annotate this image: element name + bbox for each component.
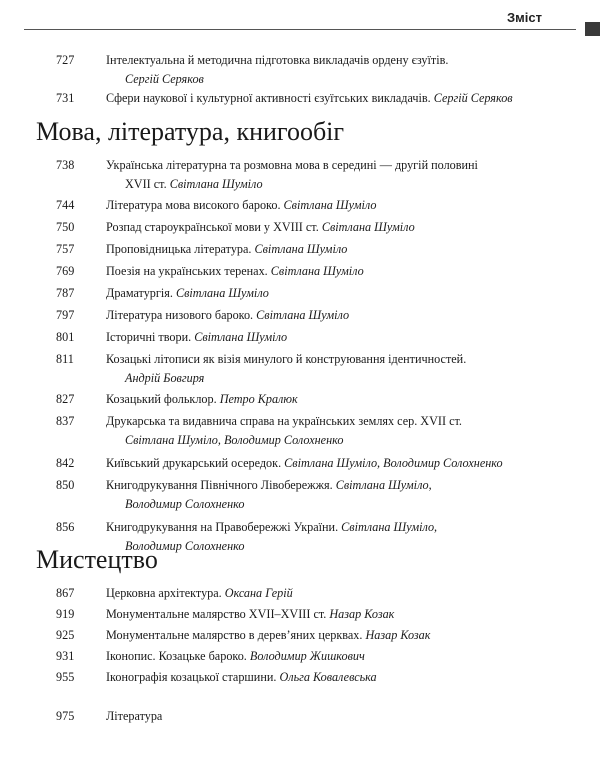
page-number: 797 [56,308,75,322]
toc-group-final [0,707,600,726]
header-accent-block [585,22,600,36]
toc-entry [0,306,600,328]
page-number: 827 [56,392,75,406]
toc-entry [0,156,600,194]
page-number: 731 [56,91,75,105]
toc-entry [0,454,600,476]
entry-title: Розпад староукраїнської мови у XVIII ст. [106,220,319,234]
page-number: 750 [56,220,75,234]
entry-author: Сергій Серяков [125,72,204,86]
entry-title: Друкарська та видавнича справа на українських землях сер. XVII ст. [106,414,462,428]
entry-title: Козацькі літописи як візія минулого й конструювання ідентичностей. [106,352,467,366]
page-number: 925 [56,628,75,642]
page-number: 757 [56,242,75,256]
page-number: 955 [56,670,75,684]
page-number: 738 [56,158,75,172]
toc-entry [0,707,600,726]
toc-entry [0,262,600,284]
entry-title: Драматургія. [106,286,173,300]
toc-entry [0,196,600,218]
entry-author: Сергій Серяков [433,91,513,105]
section-heading: Мистецтво [36,545,158,574]
page-number: 842 [56,456,75,470]
toc-entry [0,647,600,668]
page-number: 837 [56,414,75,428]
toc-entry [0,51,600,89]
running-head-title: Зміст [507,10,542,25]
entry-author: Світлана Шуміло [175,286,269,300]
section-heading: Мова, література, книгообіг [36,117,345,146]
toc-entry [0,476,600,514]
entry-title: Книгодрукування Північного Лівобережжя. [106,478,333,492]
page-number: 931 [56,649,75,663]
entry-author: Світлана Шуміло, [335,478,432,492]
page-number: 787 [56,286,75,300]
page-number: 744 [56,198,75,212]
page-number: 975 [56,709,75,723]
toc-entry [0,668,600,689]
entry-title: Іконопис. Козацьке бароко. [106,649,247,663]
entry-author: Світлана Шуміло, Володимир Солохненко [125,433,344,447]
entry-title: Іконографія козацької старшини. [106,670,277,684]
toc-entry [0,218,600,240]
entry-title: Інтелектуальна й методична підготовка викладачів ордену єзуїтів. [106,53,449,67]
entry-author: Назар Козак [329,607,395,621]
page-number: 850 [56,478,75,492]
page-number: 919 [56,607,75,621]
toc-entry [0,626,600,647]
entry-title: Козацький фольклор. [106,392,217,406]
entry-author: Петро Кралюк [219,392,298,406]
entry-author: Оксана Герій [224,586,293,600]
page-number: 867 [56,586,75,600]
page-number: 856 [56,520,75,534]
header-rule [24,29,576,30]
entry-author: Світлана Шуміло, [341,520,438,534]
entry-author: Світлана Шуміло [283,198,377,212]
entry-title: Література [106,709,163,723]
entry-title: Література мова високого бароко. [106,198,281,212]
entry-title: Книгодрукування на Правобережжі України. [106,520,339,534]
entry-title: Проповідницька література. [106,242,252,256]
entry-author: Андрій Бовгиря [125,371,205,385]
toc-group-1 [0,51,600,108]
entry-author: Світлана Шуміло [321,220,415,234]
entry-author: Володимир Жишкович [249,649,365,663]
entry-title: Українська літературна та розмовна мова в середині — другій половині [106,158,478,172]
toc-entry [0,240,600,262]
toc-entry [0,390,600,412]
page-header [0,0,600,30]
entry-author: Світлана Шуміло [256,308,350,322]
entry-title: Історичні твори. [106,330,192,344]
toc-entry [0,412,600,450]
toc-entry [0,605,600,626]
toc-entry [0,584,600,605]
entry-author: Світлана Шуміло, Володимир Солохненко [284,456,503,470]
page-number: 801 [56,330,75,344]
page-number: 769 [56,264,75,278]
entry-title: Монументальне малярство XVII–XVIII ст. [106,607,327,621]
toc-entry [0,284,600,306]
entry-author-cont: Володимир Солохненко [125,497,245,511]
toc-group-2 [0,156,600,556]
entry-author: Світлана Шуміло [254,242,348,256]
entry-title: Література низового бароко. [106,308,254,322]
entry-author: Світлана Шуміло [194,330,288,344]
toc-entry [0,328,600,350]
page-number: 727 [56,53,75,67]
entry-title: Сфери наукової і культурної активності єзуїтських викладачів. [106,91,431,105]
entry-title: Поезія на українських теренах. [106,264,268,278]
toc-group-3 [0,584,600,689]
entry-title: Київський друкарський осередок. [106,456,282,470]
entry-author: Назар Козак [365,628,431,642]
entry-author: Світлана Шуміло [169,177,263,191]
entry-author: Світлана Шуміло [270,264,364,278]
toc-entry [0,350,600,388]
entry-author: Ольга Ковалевська [279,670,377,684]
entry-author-cont: Володимир Солохненко [125,539,245,553]
entry-title: Церковна архітектура. [106,586,222,600]
entry-title-cont: XVII ст. [125,177,167,191]
toc-entry [0,89,600,108]
page-number: 811 [56,352,74,366]
entry-title: Монументальне малярство в дерев’яних церквах. [106,628,363,642]
